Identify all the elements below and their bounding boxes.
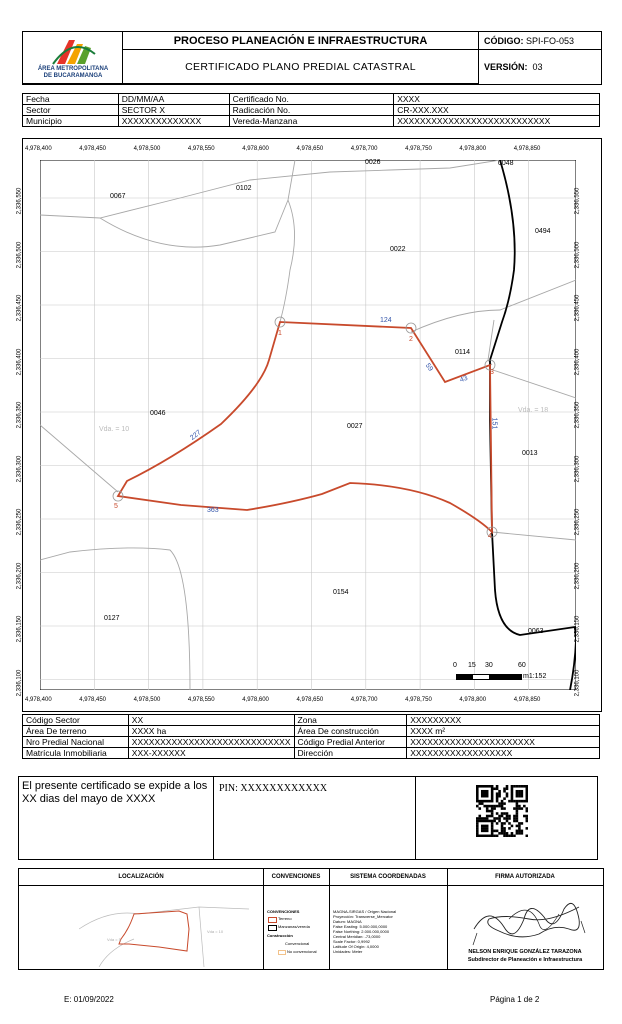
info-label: Certificado No.	[229, 94, 394, 105]
vertex-label: 2	[409, 336, 413, 343]
area-value: XXXX ha	[128, 726, 294, 737]
parcel-label: 0026	[365, 159, 381, 166]
axis-tick-label: 2,336,150	[574, 615, 581, 643]
info-label: Municipio	[23, 116, 119, 127]
scale-tick: 15	[468, 662, 476, 669]
parcel-label: 0027	[347, 423, 363, 430]
vertex-label: 5	[114, 503, 118, 510]
conventions-heading: CONVENCIONES	[267, 909, 300, 914]
org-name-line2: DE BUCARAMANGA	[43, 73, 103, 79]
vertex-label: 4	[488, 533, 492, 540]
construction-heading: Construcción	[267, 933, 293, 938]
coord-line: Latitude Of Origin: 4,0000	[333, 944, 379, 949]
area-label: Área De construcción	[294, 726, 407, 737]
axis-tick-label: 4,978,750	[405, 697, 432, 703]
area-label: Zona	[294, 715, 407, 726]
axis-tick-label: 2,336,100	[16, 669, 23, 696]
area-value: XXX-XXXXXX	[128, 748, 294, 759]
axis-tick-label: 4,978,600	[242, 146, 269, 152]
axis-tick-label: 4,978,400	[25, 146, 52, 152]
coord-line: Proyección: Transverse_Mercator	[333, 914, 393, 919]
edge-length-label: 59	[423, 362, 435, 373]
terrain-swatch	[268, 917, 277, 923]
axis-tick-label: 2,336,350	[16, 401, 23, 429]
axis-tick-label: 2,336,400	[574, 348, 581, 375]
area-row	[23, 748, 600, 759]
axis-tick-label: 2,336,500	[16, 241, 23, 268]
amb-logo-icon	[23, 34, 123, 68]
vertex-label: 3	[490, 369, 494, 376]
axis-tick-label: 4,978,450	[79, 697, 106, 703]
axis-tick-label: 2,336,250	[574, 508, 581, 536]
qr-cell	[415, 777, 598, 859]
axis-tick-label: 4,978,650	[296, 146, 324, 152]
parcel-label: 0048	[498, 160, 514, 167]
location-title: LOCALIZACIÓN	[118, 874, 164, 880]
edge-length-label: 227	[189, 429, 203, 442]
pin-field: PIN: XXXXXXXXXXXX	[219, 783, 328, 794]
area-value: XXXX m²	[407, 726, 600, 737]
document-title: CERTIFICADO PLANO PREDIAL CATASTRAL	[123, 50, 479, 84]
parcel-label: 0046	[150, 410, 166, 417]
info-row	[23, 105, 600, 116]
axis-tick-label: 4,978,550	[187, 146, 215, 152]
axis-tick-label: 4,978,700	[350, 146, 378, 152]
edge-length-label: 43	[459, 374, 469, 385]
divider	[329, 869, 330, 969]
edge-length-label: 124	[380, 317, 392, 324]
info-value: SECTOR X	[118, 105, 229, 116]
divider	[263, 869, 264, 969]
area-row	[23, 715, 600, 726]
coord-line: False Easting: 5.000.000,0000	[333, 924, 388, 929]
org-name-line1: ÁREA METROPOLITANA	[37, 66, 109, 72]
info-label: Vereda-Manzana	[229, 116, 394, 127]
qr-code-icon	[476, 785, 528, 837]
axis-tick-label: 2,336,400	[16, 348, 23, 375]
axis-tick-label: 4,978,850	[513, 697, 541, 703]
vertex-label: 1	[278, 330, 282, 337]
parcel-label: 0114	[455, 349, 471, 356]
axis-tick-label: 2,336,500	[574, 241, 581, 268]
area-row	[23, 726, 600, 737]
process-title: PROCESO PLANEACIÓN E INFRAESTRUCTURA	[123, 32, 479, 50]
conventions-title: CONVENCIONES	[271, 874, 321, 880]
parcel-label: 0013	[522, 450, 538, 457]
location-label: Vda = 5	[107, 937, 121, 942]
info-label: Sector	[23, 105, 119, 116]
coord-line: Central Meridian: -73,0000	[333, 934, 381, 939]
scale-tick: 30	[485, 662, 493, 669]
axis-tick-label: 4,978,750	[405, 146, 432, 152]
parcel-label: 0102	[236, 185, 252, 192]
version-value: 03	[532, 62, 543, 72]
code-value: SPI-FO-053	[526, 36, 575, 46]
block-swatch	[268, 925, 277, 931]
area-value: XXXXXXXXXXXXXXXXXXXXXX	[407, 737, 600, 748]
via-label: Vda. = 10	[99, 426, 130, 433]
area-label: Código Sector	[23, 715, 129, 726]
code-field	[479, 32, 601, 50]
axis-tick-label: 2,336,100	[574, 669, 581, 696]
parcel-label: 0494	[535, 228, 551, 235]
coord-line: False Northing: 2.000.000,0000	[333, 929, 390, 934]
info-row	[23, 116, 600, 127]
authorized-signature-title: FIRMA AUTORIZADA	[495, 874, 555, 880]
axis-tick-label: 4,978,850	[513, 146, 541, 152]
axis-tick-label: 4,978,450	[79, 146, 106, 152]
area-value: XXXXXXXXXXXXXXXXXX	[407, 748, 600, 759]
axis-tick-label: 4,978,650	[296, 697, 324, 703]
footer-page-number: Página 1 de 2	[490, 995, 540, 1004]
area-row	[23, 737, 600, 748]
axis-tick-label: 2,336,200	[16, 562, 23, 589]
signer-name: NELSON ENRIQUE GONZÁLEZ TARAZONA	[468, 949, 582, 955]
parcel-label: 0154	[333, 589, 349, 596]
signer-role: Subdirector de Planeación e Infraestructura	[467, 957, 583, 963]
area-value: XX	[128, 715, 294, 726]
area-label: Dirección	[294, 748, 407, 759]
axis-tick-label: 4,978,600	[242, 697, 269, 703]
axis-tick-label: 2,336,450	[16, 294, 23, 322]
axis-tick-label: 4,978,550	[187, 697, 215, 703]
signature-image	[469, 889, 589, 947]
area-label: Código Predial Anterior	[294, 737, 407, 748]
axis-tick-label: 4,978,800	[459, 146, 487, 152]
edge-length-label: 151	[490, 417, 498, 430]
axis-tick-label: 2,336,150	[16, 615, 23, 643]
location-minimap	[79, 889, 259, 967]
certificate-box	[18, 776, 598, 860]
coordinate-system-title: SISTEMA COORDENADAS	[350, 874, 426, 880]
via-label: Vda. = 18	[518, 407, 549, 414]
axis-tick-label: 2,336,550	[16, 187, 23, 215]
coord-line: Scale Factor: 0,9992	[333, 939, 370, 944]
axis-tick-label: 2,336,350	[574, 401, 581, 429]
info-value: XXXX	[394, 94, 600, 105]
parcel-label: 0022	[390, 246, 406, 253]
location-label: Vda = 10	[207, 929, 224, 934]
edge-length-label: 363	[207, 507, 219, 514]
coord-line: Datum: MAGNA	[333, 919, 362, 924]
axis-tick-label: 4,978,500	[133, 146, 161, 152]
area-table	[22, 714, 600, 759]
scale-unit: m1:152	[523, 673, 547, 680]
axis-tick-label: 4,978,800	[459, 697, 487, 703]
convention-item: Terreno	[278, 916, 292, 921]
info-value: DD/MM/AA	[118, 94, 229, 105]
certificate-text: El presente certificado se expide a los XX dias del mayo de XXXX	[19, 777, 214, 859]
info-value: XXXXXXXXXXXXXX	[118, 116, 229, 127]
area-label: Nro Predial Nacional	[23, 737, 129, 748]
info-label: Fecha	[23, 94, 119, 105]
non-conventional-swatch	[278, 950, 286, 955]
axis-tick-label: 2,336,300	[16, 455, 23, 482]
construction-item: No convencional	[287, 949, 317, 954]
info-label: Radicación No.	[229, 105, 394, 116]
axis-tick-label: 2,336,450	[574, 294, 581, 322]
axis-tick-label: 2,336,250	[16, 508, 23, 536]
info-value: CR-XXX.XXX	[394, 105, 600, 116]
coordinate-system-details	[333, 909, 396, 954]
area-label: Área De terreno	[23, 726, 129, 737]
coord-line: MAGNA-SIRGAS / Origen Nacional	[333, 909, 397, 914]
area-value: XXXXXXXXX	[407, 715, 600, 726]
scale-tick: 0	[453, 662, 457, 669]
logo-cell	[23, 32, 123, 84]
bottom-panel	[18, 868, 604, 970]
info-value: XXXXXXXXXXXXXXXXXXXXXXXXXXX	[394, 116, 600, 127]
axis-tick-label: 2,336,300	[574, 455, 581, 482]
axis-tick-label: 2,336,200	[574, 562, 581, 589]
parcel-label: 0063	[528, 628, 544, 635]
parcel-label: 0127	[104, 615, 120, 622]
construction-item: Convencional	[285, 941, 310, 946]
axis-tick-label: 2,336,550	[574, 187, 581, 215]
version-field	[479, 50, 601, 84]
scale-tick: 60	[518, 662, 526, 669]
document-header	[22, 31, 602, 85]
version-label: VERSIÓN:	[484, 62, 528, 72]
convention-item: Manzanas/vereda	[278, 924, 310, 929]
info-table	[22, 93, 600, 127]
footer-edition: E: 01/09/2022	[64, 995, 114, 1004]
scale-graphic	[456, 674, 522, 680]
area-label: Matrícula Inmobiliaria	[23, 748, 129, 759]
axis-tick-label: 4,978,500	[133, 697, 161, 703]
axis-tick-label: 4,978,700	[350, 697, 378, 703]
area-value: XXXXXXXXXXXXXXXXXXXXXXXXXXXX	[128, 737, 294, 748]
axis-tick-label: 4,978,400	[25, 697, 52, 703]
coord-line: Unidades: Meter	[333, 949, 363, 954]
parcel-label: 0067	[110, 193, 126, 200]
info-row	[23, 94, 600, 105]
code-label: CÓDIGO:	[484, 36, 524, 46]
